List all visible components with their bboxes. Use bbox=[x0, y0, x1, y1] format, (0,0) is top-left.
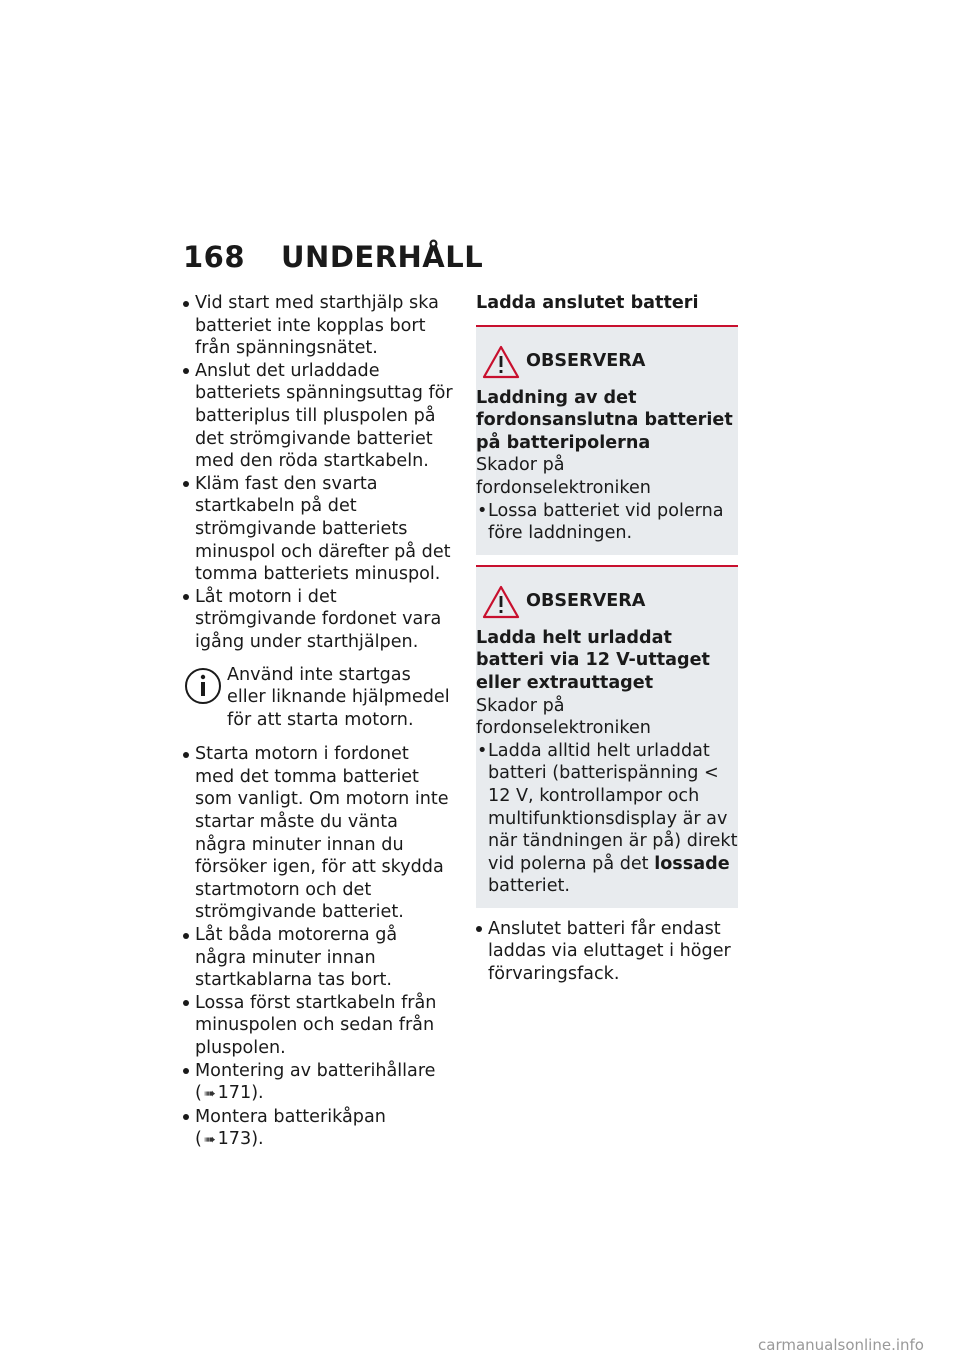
list-item: Låt motorn i det strömgivande fordonet vara igång under starthjälpen. bbox=[183, 586, 453, 654]
notice-label: OBSERVERA bbox=[526, 591, 646, 612]
notice-list bbox=[476, 500, 738, 545]
ref-page: 171). bbox=[217, 1083, 264, 1104]
warning-icon bbox=[482, 585, 520, 619]
list-item: Vid start med starthjälp ska batteriet inte kopplas bort från spänningsnätet. bbox=[183, 292, 453, 360]
list-item: Anslutet batteri får endast laddas via eluttaget i höger förvaringsfack. bbox=[476, 918, 738, 986]
notice-header bbox=[476, 345, 738, 379]
warning-icon bbox=[482, 345, 520, 379]
info-icon bbox=[183, 666, 223, 710]
notice-title: Laddning av det fordonsanslutna batteriet på batteripolerna bbox=[476, 387, 733, 453]
list-item: Starta motorn i fordonet med det tomma batteriet som vanligt. Om motorn inte startar måste du vänta några minuter innan du försöker igen, för att skydda startmotorn och det strömgivande batteriet. bbox=[183, 743, 453, 924]
section-title: UNDERHÅLL bbox=[281, 240, 484, 274]
footer-watermark: carmanualsonline.info bbox=[758, 1336, 924, 1354]
page-reference[interactable] bbox=[195, 1083, 264, 1103]
bullet-list-c bbox=[476, 918, 738, 986]
notice-bullet-text: Ladda alltid helt urladdat batteri (batterispänning < 12 V, kontrollampor och multifunktionsdisplay är av när tändningen är på) direkt vid polerna på det bbox=[488, 740, 738, 874]
notice-label: OBSERVERA bbox=[526, 351, 646, 372]
page-reference[interactable] bbox=[195, 1129, 264, 1149]
notice-title: Ladda helt urladdat batteri via 12 V-uttaget eller extrauttaget bbox=[476, 627, 710, 693]
page-header bbox=[183, 240, 483, 274]
ref-text: Montera batterikåpan bbox=[195, 1106, 386, 1127]
ref-open: ( bbox=[195, 1083, 202, 1104]
notice-header bbox=[476, 585, 738, 619]
info-note bbox=[183, 664, 453, 732]
notice-list bbox=[476, 740, 738, 898]
list-item: Kläm fast den svarta startkabeln på det strömgivande batteriets minuspol och därefter på det tomma batteriets minuspol. bbox=[183, 473, 453, 586]
list-item-ref bbox=[183, 1106, 453, 1152]
bullet-list-a bbox=[183, 292, 453, 654]
notice-bullet-text-end: batteriet. bbox=[488, 876, 571, 897]
notice-text: Skador på fordonselektroniken bbox=[476, 695, 651, 739]
info-text: Använd inte startgas eller liknande hjälpmedel för att starta motorn. bbox=[227, 664, 450, 730]
ref-open: ( bbox=[195, 1129, 202, 1150]
left-column bbox=[183, 292, 453, 1152]
ref-page: 173). bbox=[217, 1129, 264, 1150]
list-item-ref bbox=[183, 1060, 453, 1106]
notice-box bbox=[476, 565, 738, 908]
notice-box bbox=[476, 325, 738, 555]
bullet-list-b bbox=[183, 743, 453, 1152]
list-item: Anslut det urladdade batteriets spänningsuttag för batteriplus till pluspolen på det strömgivande batteriet med den röda startkabeln. bbox=[183, 360, 453, 473]
arrow-right-icon: ➠ bbox=[203, 1132, 216, 1149]
section-heading: Ladda anslutet batteri bbox=[476, 293, 699, 313]
notice-text: Skador på fordonselektroniken bbox=[476, 455, 651, 498]
arrow-right-icon: ➠ bbox=[203, 1086, 216, 1103]
ref-text: Montering av batterihållare bbox=[195, 1060, 436, 1081]
page-number: 168 bbox=[183, 240, 246, 274]
list-item: Lossa först startkabeln från minuspolen och sedan från pluspolen. bbox=[183, 992, 453, 1060]
list-item: • Lossa batteriet vid polerna före laddningen. bbox=[476, 500, 738, 545]
notice-bullet-bold: lossade bbox=[654, 853, 730, 874]
right-column bbox=[476, 292, 738, 986]
list-item bbox=[476, 740, 738, 898]
list-item: Låt båda motorerna gå några minuter innan startkablarna tas bort. bbox=[183, 924, 453, 992]
